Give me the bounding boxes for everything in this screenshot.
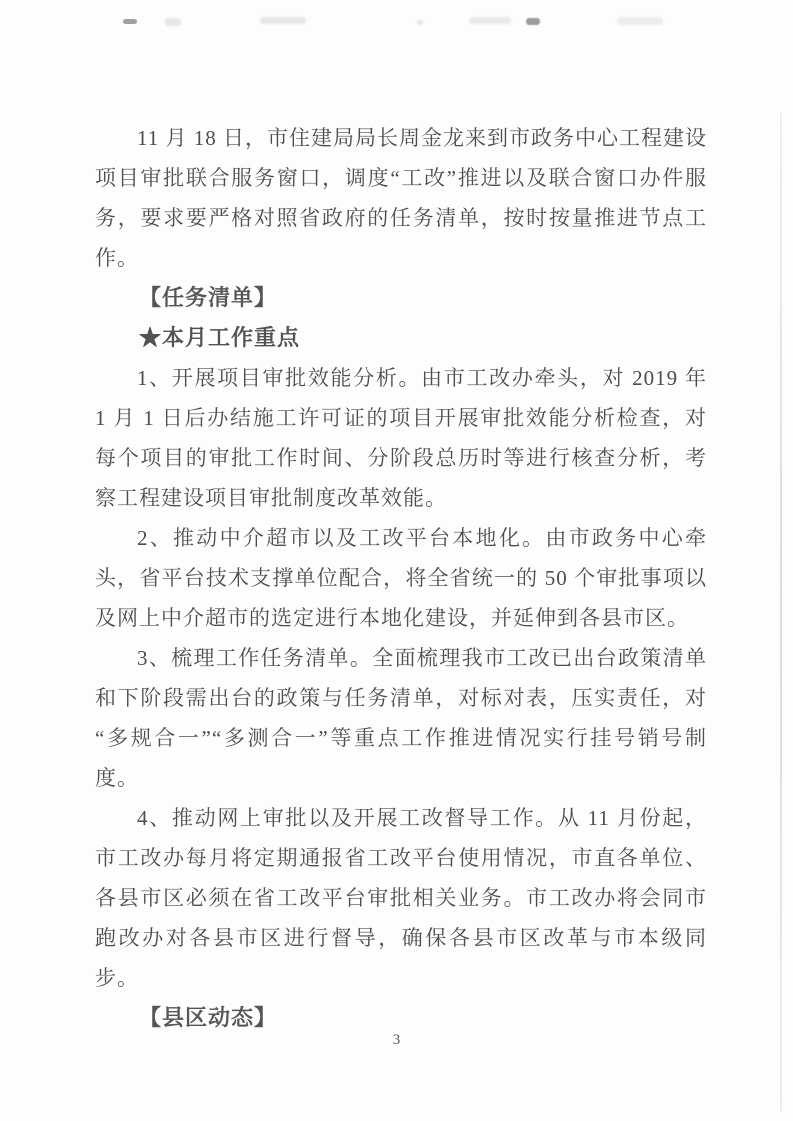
subsection-heading-monthly-focus: ★本月工作重点	[139, 325, 301, 350]
scan-artifact	[526, 18, 540, 25]
intro-paragraph: 11 月 18 日，市住建局局长周金龙来到市政务中心工程建设项目审批联合服务窗口，调度“工改”推进以及联合窗口办件服务，要求要严格对照省政府的任务清单，按时按量推进节点工作。	[95, 126, 707, 270]
section-heading-task-list: 【任务清单】	[139, 285, 278, 310]
scan-artifact	[260, 17, 306, 24]
task-item-3: 3、梳理工作任务清单。全面梳理我市工改已出台政策清单和下阶段需出台的政策与任务清单，对标对表，压实责任，对“多规合一”“多测合一”等重点工作推进情况实行挂号销号制度。	[95, 646, 707, 790]
task-item-1: 1、开展项目审批效能分析。由市工改办牵头，对 2019 年 1 月 1 日后办结施工许可证的项目开展审批效能分析检查，对每个项目的审批工作时间、分阶段总历时等进行核查分析，考察工程建设项目审批制度改革效能。	[95, 366, 707, 510]
scan-artifact	[417, 20, 423, 25]
scan-artifact	[617, 17, 663, 25]
page-number: 3	[392, 1032, 401, 1048]
scan-artifact	[123, 19, 137, 24]
scan-artifact	[165, 18, 181, 26]
task-item-2: 2、推动中介超市以及工改平台本地化。由市政务中心牵头，省平台技术支撑单位配合，将全省统一的 50 个审批事项以及网上中介超市的选定进行本地化建设，并延伸到各县市区。	[95, 526, 707, 630]
scan-edge-line	[780, 112, 782, 1112]
section-heading-county-updates: 【县区动态】	[139, 1005, 278, 1030]
task-item-4: 4、推动网上审批以及开展工改督导工作。从 11 月份起，市工改办每月将定期通报省工改平台使用情况，市直各单位、各县市区必须在省工改平台审批相关业务。市工改办将会同市跑改办对各县市区进行督导，确保各县市区改革与市本级同步。	[95, 806, 707, 990]
document-body	[95, 118, 707, 1038]
scan-artifact	[469, 17, 511, 24]
